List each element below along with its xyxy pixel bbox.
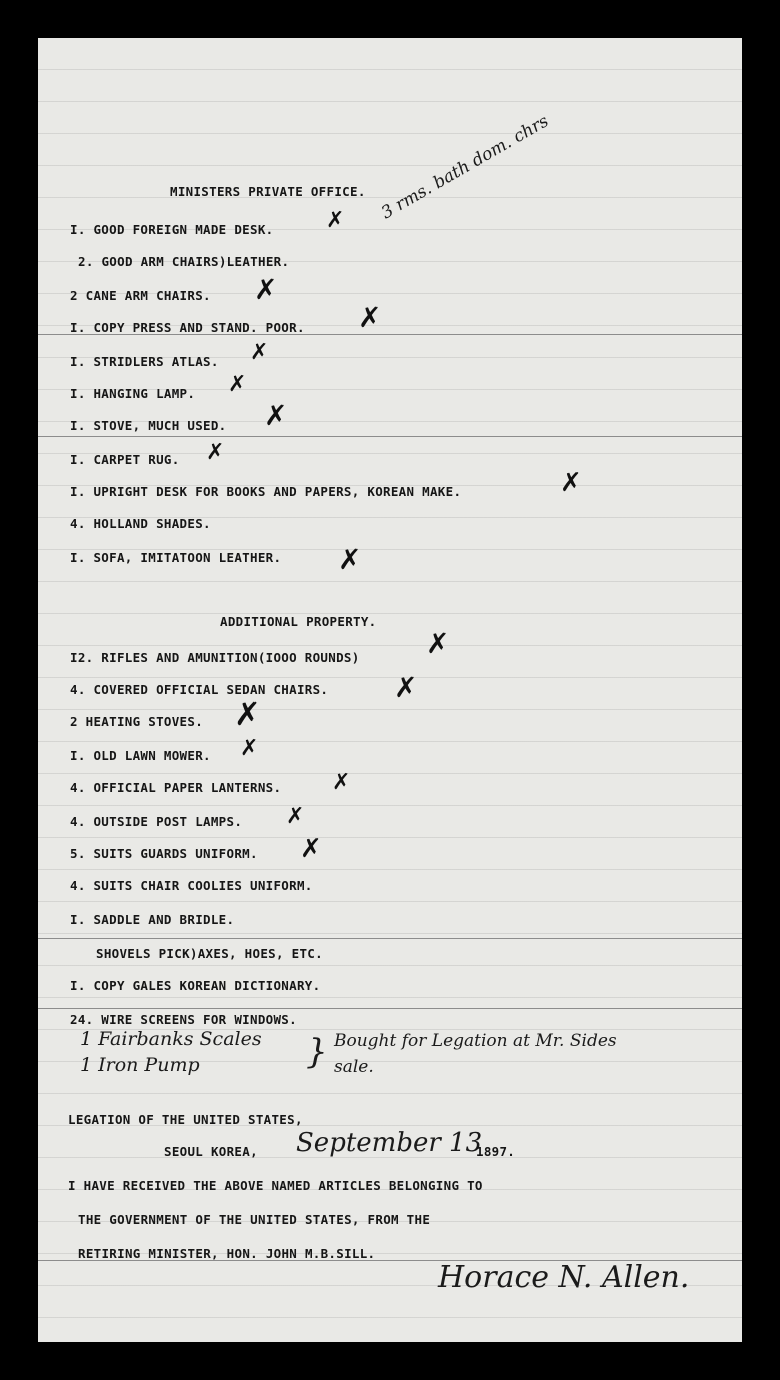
list-item: 2 HEATING STOVES. bbox=[70, 714, 204, 729]
section-title-additional: ADDITIONAL PROPERTY. bbox=[220, 614, 377, 629]
list-item: I. COPY PRESS AND STAND. POOR. bbox=[70, 320, 305, 335]
list-item: I. HANGING LAMP. bbox=[70, 386, 196, 401]
check-mark-icon: ✗ bbox=[300, 834, 322, 864]
check-mark-icon: ✗ bbox=[560, 468, 582, 498]
check-mark-icon: ✗ bbox=[254, 273, 278, 306]
list-item: 24. WIRE SCREENS FOR WINDOWS. bbox=[70, 1012, 297, 1027]
list-item: 5. SUITS GUARDS UNIFORM. bbox=[70, 846, 258, 861]
list-item: I. STOVE, MUCH USED. bbox=[70, 418, 227, 433]
check-mark-icon: ✗ bbox=[228, 372, 247, 397]
check-mark-icon: ✗ bbox=[358, 301, 382, 334]
list-item: I. SOFA, IMITATOON LEATHER. bbox=[70, 550, 282, 565]
receipt-line: I HAVE RECEIVED THE ABOVE NAMED ARTICLES BELONGING TO bbox=[68, 1178, 483, 1193]
brace-mark: } bbox=[306, 1032, 328, 1072]
place-label: SEOUL KOREA, bbox=[164, 1144, 258, 1159]
section-title-office: MINISTERS PRIVATE OFFICE. bbox=[170, 184, 366, 199]
ruled-line bbox=[38, 436, 742, 437]
list-item: 4. OFFICIAL PAPER LANTERNS. bbox=[70, 780, 282, 795]
list-item: 4. COVERED OFFICIAL SEDAN CHAIRS. bbox=[70, 682, 329, 697]
check-mark-icon: ✗ bbox=[332, 770, 351, 795]
handwritten-date: September 13 bbox=[296, 1128, 483, 1158]
check-mark-icon: ✗ bbox=[206, 440, 225, 465]
list-item: I. SADDLE AND BRIDLE. bbox=[70, 912, 235, 927]
list-item: 4. SUITS CHAIR COOLIES UNIFORM. bbox=[70, 878, 313, 893]
receipt-line: RETIRING MINISTER, HON. JOHN M.B.SILL. bbox=[78, 1246, 376, 1261]
list-item: I2. RIFLES AND AMUNITION(IOOO ROUNDS) bbox=[70, 650, 360, 665]
check-mark-icon: ✗ bbox=[240, 736, 259, 761]
margin-note: 3 rms. bath dom. chrs bbox=[378, 111, 553, 224]
receipt-line: THE GOVERNMENT OF THE UNITED STATES, FROM THE bbox=[78, 1212, 431, 1227]
check-mark-icon: ✗ bbox=[426, 627, 450, 660]
check-mark-icon: ✗ bbox=[326, 208, 345, 233]
list-item: I. OLD LAWN MOWER. bbox=[70, 748, 211, 763]
document-page bbox=[38, 38, 742, 1342]
list-item: 2. GOOD ARM CHAIRS)LEATHER. bbox=[78, 254, 290, 269]
list-item: I. GOOD FOREIGN MADE DESK. bbox=[70, 222, 274, 237]
list-item: 2 CANE ARM CHAIRS. bbox=[70, 288, 211, 303]
handwritten-note: Bought for Legation at Mr. Sides sale. bbox=[334, 1031, 617, 1077]
check-mark-icon: ✗ bbox=[234, 695, 261, 733]
check-mark-icon: ✗ bbox=[250, 340, 269, 365]
ruled-line bbox=[38, 938, 742, 939]
list-item: SHOVELS PICK)AXES, HOES, ETC. bbox=[96, 946, 323, 961]
list-item: I. STRIDLERS ATLAS. bbox=[70, 354, 219, 369]
check-mark-icon: ✗ bbox=[394, 671, 418, 704]
check-mark-icon: ✗ bbox=[338, 543, 362, 576]
list-item: 4. OUTSIDE POST LAMPS. bbox=[70, 814, 243, 829]
year-label: 1897. bbox=[476, 1144, 516, 1159]
signature: Horace N. Allen. bbox=[438, 1260, 690, 1295]
list-item: I. CARPET RUG. bbox=[70, 452, 180, 467]
legation-name: LEGATION OF THE UNITED STATES, bbox=[68, 1112, 303, 1127]
list-item: 4. HOLLAND SHADES. bbox=[70, 516, 211, 531]
check-mark-icon: ✗ bbox=[286, 804, 305, 829]
list-item: I. UPRIGHT DESK FOR BOOKS AND PAPERS, KOREAN MAKE. bbox=[70, 484, 462, 499]
check-mark-icon: ✗ bbox=[264, 399, 288, 432]
ruled-line bbox=[38, 1008, 742, 1009]
handwritten-item: 1 Fairbanks Scales bbox=[80, 1028, 262, 1050]
handwritten-item: 1 Iron Pump bbox=[80, 1054, 200, 1076]
list-item: I. COPY GALES KOREAN DICTIONARY. bbox=[70, 978, 321, 993]
